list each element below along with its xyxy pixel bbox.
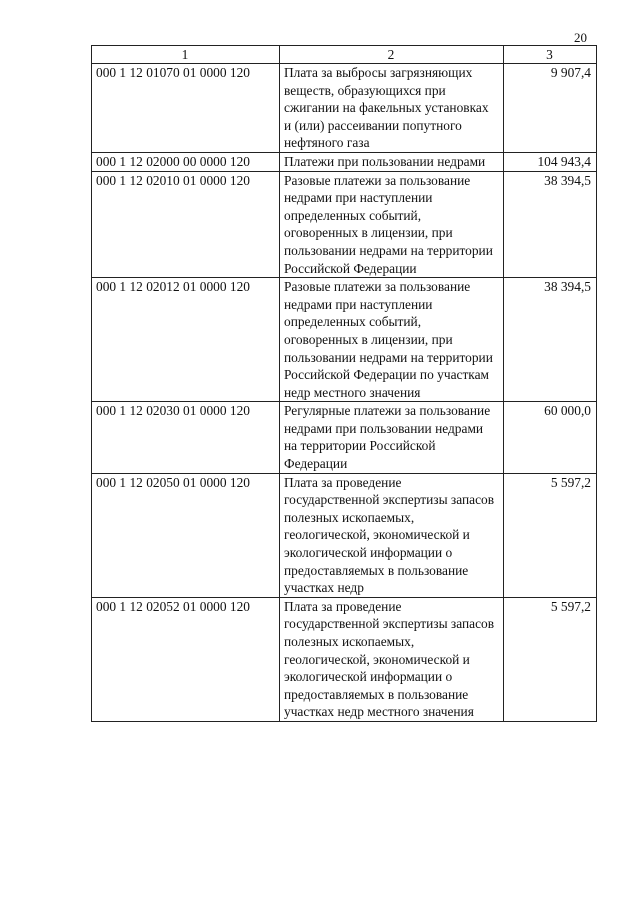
- row-name: Плата за выбросы загрязняющих веществ, образующихся при сжигании на факельных установках и (или) рассеивании попутного нефтяного газа: [280, 64, 504, 153]
- table-row: [92, 597, 597, 721]
- table-row: [92, 402, 597, 473]
- budget-table: [91, 45, 597, 722]
- row-code: 000 1 12 02000 00 0000 120: [92, 152, 280, 171]
- row-amount: 9 907,4: [504, 64, 597, 153]
- row-name: Разовые платежи за пользование недрами при наступлении определенных событий, оговоренных в лицензии, при пользовании недрами на территории Российской Федерации по участкам недр местного значения: [280, 278, 504, 402]
- table-header-row: [92, 46, 597, 64]
- row-name: Плата за проведение государственной экспертизы запасов полезных ископаемых, геологической, экономической и экологической информации о предоставляемых в пользование участках недр местного значения: [280, 597, 504, 721]
- row-amount: 5 597,2: [504, 473, 597, 597]
- column-header-3: 3: [504, 46, 597, 64]
- column-header-1: 1: [92, 46, 280, 64]
- row-code: 000 1 12 02030 01 0000 120: [92, 402, 280, 473]
- table-row: [92, 152, 597, 171]
- row-name: Разовые платежи за пользование недрами при наступлении определенных событий, оговоренных в лицензии, при пользовании недрами на территории Российской Федерации: [280, 171, 504, 278]
- table-row: [92, 171, 597, 278]
- table-row: [92, 473, 597, 597]
- row-amount: 38 394,5: [504, 171, 597, 278]
- row-code: 000 1 12 02052 01 0000 120: [92, 597, 280, 721]
- row-name: Платежи при пользовании недрами: [280, 152, 504, 171]
- row-name: Плата за проведение государственной экспертизы запасов полезных ископаемых, геологической, экономической и экологической информации о предоставляемых в пользование участках недр: [280, 473, 504, 597]
- row-amount: 38 394,5: [504, 278, 597, 402]
- row-code: 000 1 12 02012 01 0000 120: [92, 278, 280, 402]
- column-header-2: 2: [280, 46, 504, 64]
- row-name: Регулярные платежи за пользование недрами при пользовании недрами на территории Российской Федерации: [280, 402, 504, 473]
- row-code: 000 1 12 02050 01 0000 120: [92, 473, 280, 597]
- row-amount: 104 943,4: [504, 152, 597, 171]
- row-amount: 60 000,0: [504, 402, 597, 473]
- row-code: 000 1 12 02010 01 0000 120: [92, 171, 280, 278]
- row-code: 000 1 12 01070 01 0000 120: [92, 64, 280, 153]
- table-row: [92, 278, 597, 402]
- page-number: 20: [574, 30, 587, 45]
- row-amount: 5 597,2: [504, 597, 597, 721]
- table-row: [92, 64, 597, 153]
